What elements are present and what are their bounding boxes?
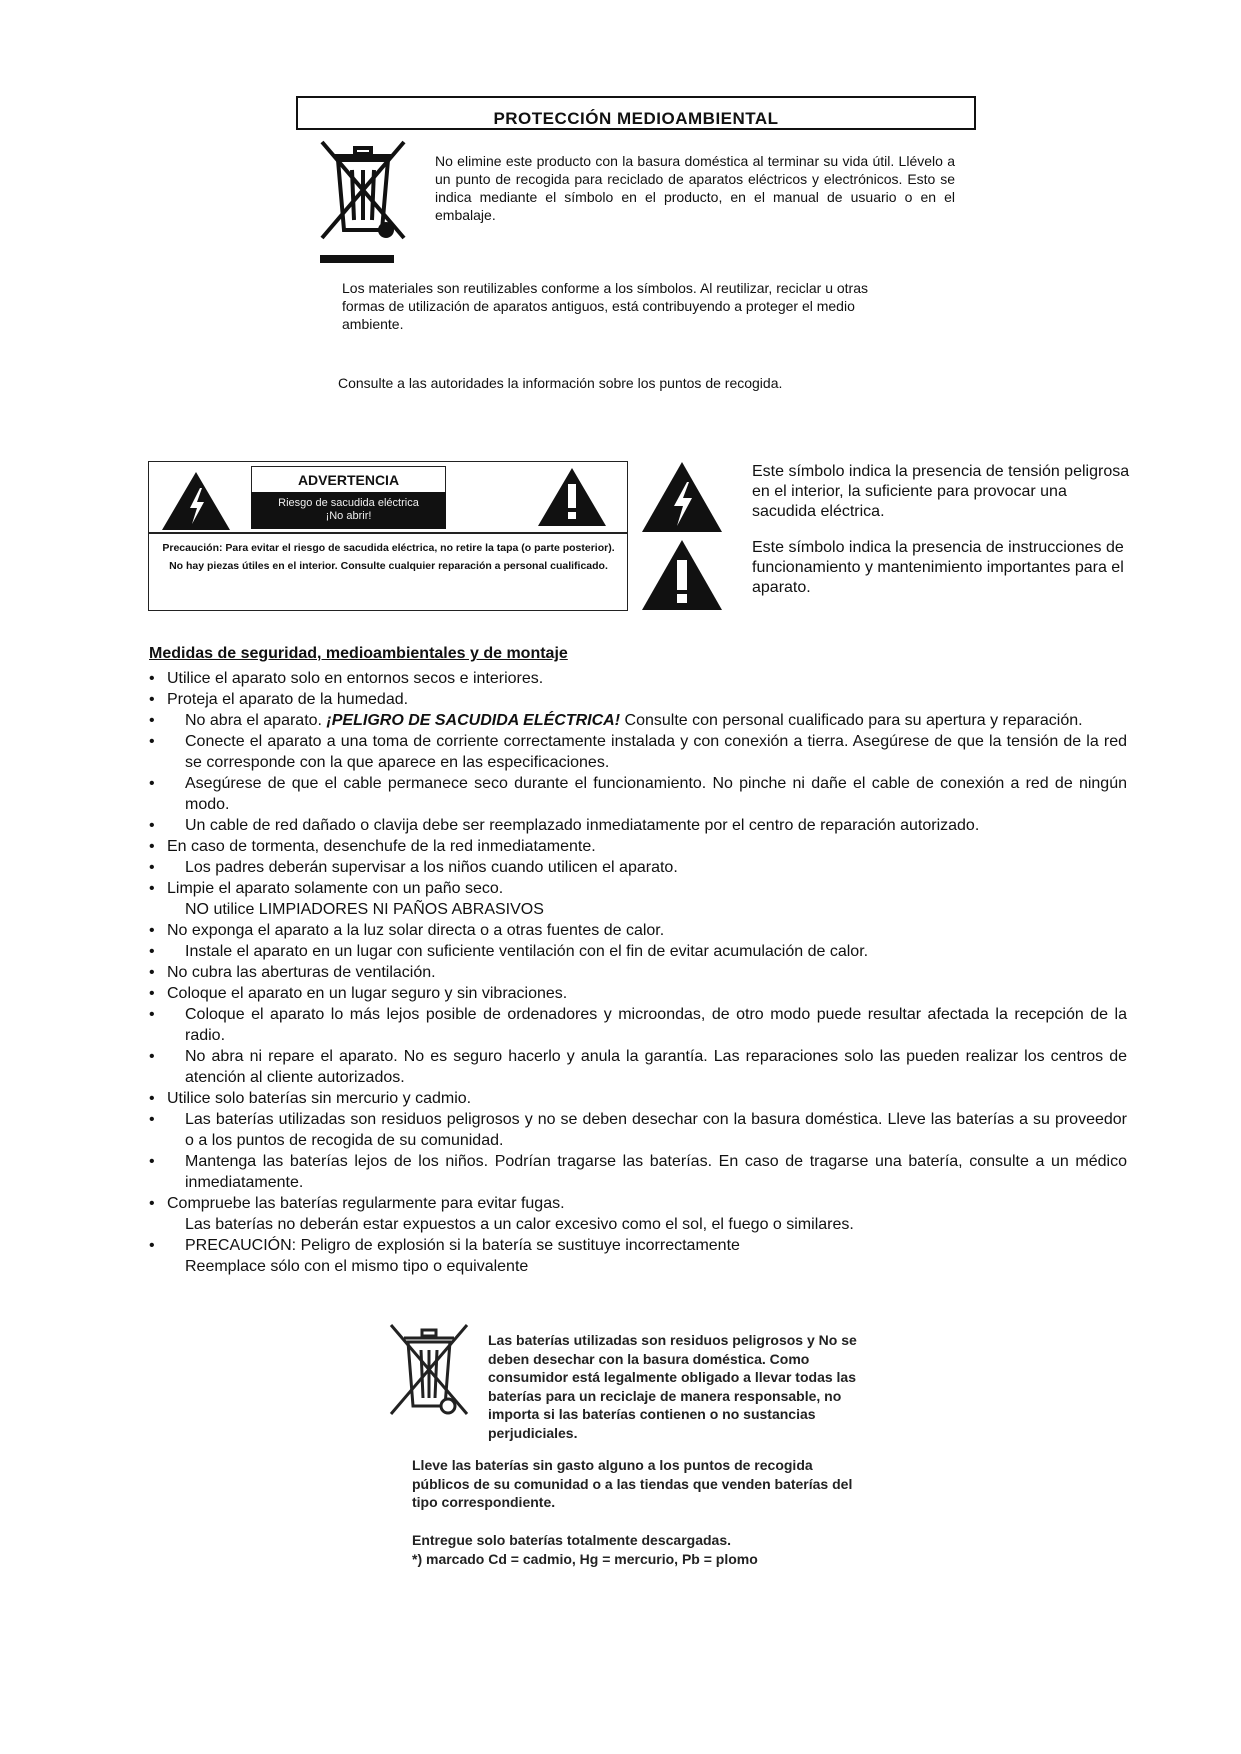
list-item: • No exponga el aparato a la luz solar directa o a otras fuentes de calor.	[149, 922, 665, 939]
weee-bin-icon	[318, 138, 408, 246]
list-item: • No cubra las aberturas de ventilación.	[149, 964, 436, 981]
list-item: • Mantenga las baterías lejos de los niños. Podrían tragarse las baterías. En caso de tragarse una batería, consulte a un médico inmediatamente.	[149, 1153, 1159, 1191]
battery-disposal-text: Las baterías utilizadas son residuos peligrosos y No se deben desechar con la basura doméstica. Como consumidor está legalmente obligado a llevar todas las baterías para un reciclaje de manera responsable, no importa si las baterías contienen o no sustancias perjudiciales.	[488, 1332, 857, 1441]
list-item: • Utilice solo baterías sin mercurio y cadmio.	[149, 1090, 472, 1107]
list-item: • Conecte el aparato a una toma de corriente correctamente instalada y con conexión a tierra. Asegúrese de que la tensión de la red se corresponde con la que aparece en las especificaciones.	[149, 733, 1127, 771]
lightning-symbol-icon	[640, 460, 724, 534]
warning-separator	[148, 532, 628, 534]
list-item: • Limpie el aparato solamente con un paño seco.	[149, 880, 504, 897]
list-item: • Utilice el aparato solo en entornos secos e interiores.	[149, 670, 544, 687]
exclamation-warning-icon	[536, 466, 608, 528]
list-item: • No abra el aparato. ¡PELIGRO DE SACUDIDA ELÉCTRICA! Consulte con personal cualificado para su apertura y reparación.	[149, 712, 1083, 729]
lightning-symbol-description: Este símbolo indica la presencia de tensión peligrosa en el interior, la suficiente para provocar una sacudida eléctrica.	[752, 463, 1130, 520]
list-item: • Coloque el aparato lo más lejos posible de ordenadores y microondas, de otro modo puede resultar afectada la recepción de la radio.	[149, 1006, 1127, 1044]
environmental-paragraph-3: Consulte a las autoridades la información sobre los puntos de recogida.	[338, 375, 783, 391]
exclamation-symbol-icon	[640, 538, 724, 612]
safety-heading: Medidas de seguridad, medioambientales y de montaje	[149, 645, 568, 662]
list-item-continuation: Reemplace sólo con el mismo tipo o equivalente	[185, 1258, 529, 1275]
exclamation-symbol-description: Este símbolo indica la presencia de instrucciones de funcionamiento y mantenimiento importantes para el aparato.	[752, 539, 1124, 596]
warning-title: ADVERTENCIA	[251, 466, 446, 492]
list-item: • PRECAUCIÓN: Peligro de explosión si la batería se sustituye incorrectamente	[149, 1237, 740, 1254]
list-item: • Las baterías utilizadas son residuos peligrosos y no se deben desechar con la basura doméstica. Lleve las baterías a su proveedor o a los puntos de recogida de su comunidad.	[149, 1111, 1127, 1149]
list-item: • Un cable de red dañado o clavija debe ser reemplazado inmediatamente por el centro de reparación autorizado.	[149, 817, 980, 834]
environmental-paragraph-1: No elimine este producto con la basura doméstica al terminar su vida útil. Llévelo a un punto de recogida para reciclado de aparatos eléctricos y electrónicos. Esto se indica mediante el símbolo en el producto, en el manual de usuario o en el embalaje.	[435, 153, 955, 223]
warning-subtitle-panel	[251, 492, 446, 529]
battery-weee-bin-icon	[388, 1322, 470, 1418]
list-item: • Compruebe las baterías regularmente para evitar fugas.	[149, 1195, 565, 1212]
list-item: • Asegúrese de que el cable permanece seco durante el funcionamiento. No pinche ni dañe el cable de conexión a red de ningún modo.	[149, 775, 1127, 813]
list-item: • Proteja el aparato de la humedad.	[149, 691, 409, 708]
lightning-warning-icon	[160, 470, 232, 532]
warning-subtitle-line-2: ¡No abrir!	[325, 510, 372, 522]
environmental-paragraph-2: Los materiales son reutilizables conforme a los símbolos. Al reutilizar, reciclar u otras formas de utilización de aparatos antiguos, está contribuyendo a proteger el medio ambiente.	[342, 280, 868, 332]
warning-subtitle-line-1: Riesgo de sacudida eléctrica	[278, 497, 419, 509]
battery-collection-text: Lleve las baterías sin gasto alguno a los puntos de recogida públicos de su comunidad o a las tiendas que venden baterías del tipo correspondiente.	[412, 1457, 853, 1510]
battery-discharged-note: Entregue solo baterías totalmente descargadas.	[412, 1532, 731, 1548]
list-item: • Coloque el aparato en un lugar seguro y sin vibraciones.	[149, 985, 568, 1002]
environmental-title: PROTECCIÓN MEDIOAMBIENTAL	[296, 96, 976, 130]
safety-list	[149, 668, 1159, 1277]
weee-bar-mark	[320, 255, 394, 263]
list-item: • En caso de tormenta, desenchufe de la red inmediatamente.	[149, 838, 596, 855]
warning-caution-text: Precaución: Para evitar el riesgo de sacudida eléctrica, no retire la tapa (o parte posterior). No hay piezas útiles en el interior. Consulte cualquier reparación a personal cualificado.	[162, 542, 615, 572]
list-item: • Los padres deberán supervisar a los niños cuando utilicen el aparato.	[149, 859, 678, 876]
list-item: • No abra ni repare el aparato. No es seguro hacerlo y anula la garantía. Las reparaciones solo las pueden realizar los centros de atención al cliente autorizados.	[149, 1048, 1127, 1086]
list-item: • Instale el aparato en un lugar con suficiente ventilación con el fin de evitar acumulación de calor.	[149, 943, 869, 960]
list-item-continuation: NO utilice LIMPIADORES NI PAÑOS ABRASIVOS	[185, 901, 544, 918]
list-item-continuation: Las baterías no deberán estar expuestos a un calor excesivo como el sol, el fuego o similares.	[185, 1216, 854, 1233]
battery-marking-legend: *) marcado Cd = cadmio, Hg = mercurio, Pb = plomo	[412, 1550, 758, 1567]
battery-marking-text	[412, 1531, 872, 1568]
